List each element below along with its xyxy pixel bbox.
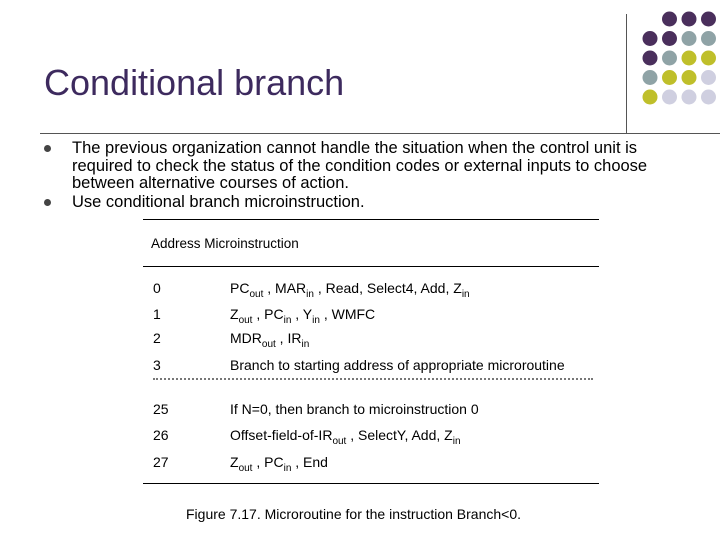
row-microinstruction: $Z_{out}$ , $PC_{in}$ , $Y_{in}$ , WMFC	[230, 306, 376, 326]
table-bottom-rule	[143, 483, 599, 484]
decorative-dot	[701, 90, 716, 105]
table-row	[143, 401, 599, 423]
row-address: 0	[153, 280, 161, 296]
bullet-item: The previous organization cannot handle the situation when the control unit is required to check the status of the condition codes or external inputs to choose between alternative courses of action.	[44, 140, 684, 193]
row-microinstruction: If N=0, then branch to microinstruction 0	[230, 401, 479, 417]
decorative-dot	[701, 51, 716, 66]
table-row	[143, 357, 599, 379]
decorative-dot	[682, 31, 697, 46]
row-address: 3	[153, 357, 161, 373]
row-address: 27	[153, 454, 169, 470]
bullet-dot-icon	[44, 199, 51, 206]
decorative-dot	[701, 31, 716, 46]
bullet-item: Use conditional branch microinstruction.	[44, 194, 684, 212]
table-header-rule	[143, 266, 599, 267]
table-row	[143, 330, 599, 352]
table-top-rule	[143, 219, 599, 220]
title-divider	[40, 133, 720, 134]
decorative-dot	[643, 70, 658, 85]
row-microinstruction: $PC_{out}$ , $MAR_{in}$ , Read, Select4, Add, $Z_{in}$	[230, 280, 470, 300]
decorative-dot	[682, 90, 697, 105]
table-row	[143, 454, 599, 476]
row-address: 1	[153, 306, 161, 322]
row-microinstruction: Offset-$field-of-IR_{out}$ , SelectY, Add, $Z_{in}$	[230, 427, 461, 447]
decorative-dot	[701, 70, 716, 85]
decorative-dot	[682, 70, 697, 85]
bullet-dot-icon	[44, 145, 51, 152]
decorative-dot	[643, 31, 658, 46]
decorative-dot	[643, 90, 658, 105]
decorative-dot	[701, 12, 716, 27]
decorative-dot	[662, 31, 677, 46]
decorative-dot	[662, 90, 677, 105]
decorative-vertical-line	[626, 14, 627, 134]
row-microinstruction: $MDR_{out}$ , $IR_{in}$	[230, 330, 310, 350]
decorative-dot	[682, 12, 697, 27]
decorative-dot-grid	[640, 10, 720, 110]
table-row	[143, 306, 599, 328]
decorative-dot	[662, 51, 677, 66]
slide-title: Conditional branch	[44, 62, 345, 103]
table-header: Address Microinstruction	[151, 236, 299, 251]
decorative-dot	[643, 51, 658, 66]
row-address: 2	[153, 330, 161, 346]
table-ellipsis-dots	[153, 378, 593, 380]
bullet-list	[44, 140, 684, 212]
row-address: 25	[153, 401, 169, 417]
figure-caption: Figure 7.17. Microroutine for the instruction Branch<0.	[186, 506, 522, 522]
row-address: 26	[153, 427, 169, 443]
decorative-dot	[682, 51, 697, 66]
decorative-dot	[662, 12, 677, 27]
row-microinstruction: Branch to starting address of appropriate microroutine	[230, 357, 565, 373]
decorative-dot	[662, 70, 677, 85]
table-row	[143, 280, 599, 302]
table-row	[143, 427, 599, 449]
row-microinstruction: $Z_{out}$ , $PC_{in}$ , End	[230, 454, 328, 474]
